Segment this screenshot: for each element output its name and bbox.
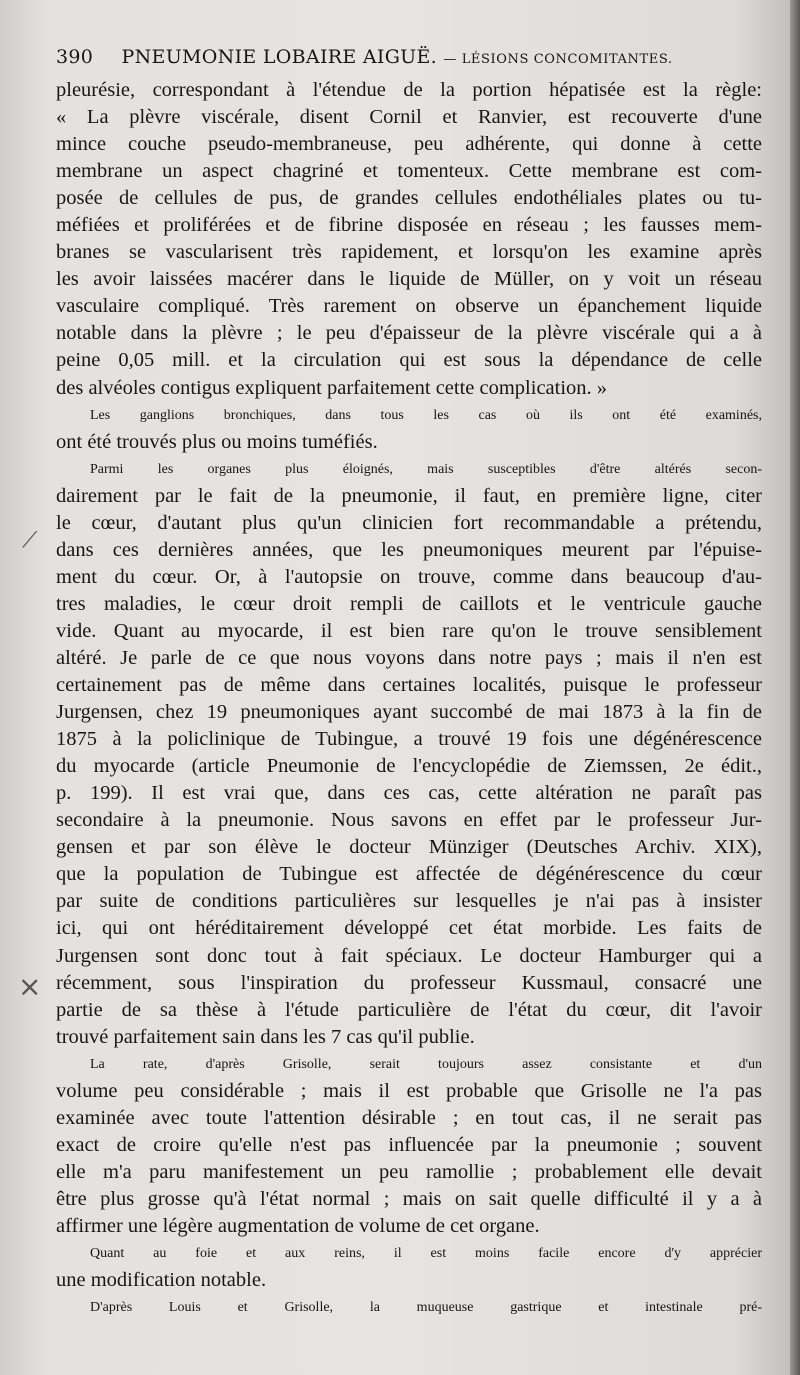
text-line: volume peu considérable ; mais il est probable que Grisolle ne l'a pas <box>56 1079 762 1102</box>
running-header <box>56 46 756 68</box>
text-line: que la population de Tubingue est affectée de dégénérescence du cœur <box>56 863 762 886</box>
text-line: des alvéoles contigus expliquent parfaitement cette complication. » <box>56 376 608 399</box>
margin-mark: ⟋ <box>22 528 38 553</box>
text-line: Les ganglions bronchiques, dans tous les cas où ils ont été examinés, <box>90 407 762 423</box>
text-line: vasculaire compliqué. Très rarement on observe un épanchement liquide <box>56 295 762 318</box>
header-section: — LÉSIONS CONCOMITANTES. <box>443 52 673 67</box>
text-line: gensen et par son élève le docteur Münziger (Deutsches Archiv. XIX), <box>56 836 762 859</box>
body-text <box>56 77 762 1321</box>
text-line: ment du cœur. Or, à l'autopsie on trouve, comme dans beaucoup d'au- <box>56 565 762 588</box>
text-line: notable dans la plèvre ; le peu d'épaisseur de la plèvre viscérale qui a à <box>56 322 762 345</box>
text-line: récemment, sous l'inspiration du professeur Kussmaul, consacré une <box>56 971 762 994</box>
text-line: pleurésie, correspondant à l'étendue de la portion hépatisée est la règle: <box>56 79 762 101</box>
text-line: elle m'a paru manifestement un peu ramollie ; probablement elle devait <box>56 1160 762 1183</box>
text-line: secondaire à la pneumonie. Nous savons en effet par le professeur Jur- <box>56 809 762 832</box>
text-line: ont été trouvés plus ou moins tuméfiés. <box>56 430 378 453</box>
text-line: du myocarde (article Pneumonie de l'encyclopédie de Ziemssen, 2e édit., <box>56 755 762 778</box>
text-line: une modification notable. <box>56 1269 267 1292</box>
text-line: être plus grosse qu'à l'état normal ; mais on sait quelle difficulté il y a à <box>56 1187 762 1210</box>
text-line: vide. Quant au myocarde, il est bien rare qu'on le trouve sensiblement <box>56 619 762 642</box>
text-line: membrane un aspect chagriné et tomenteux. Cette membrane est com- <box>56 160 762 183</box>
text-line: les avoir laissées macérer dans le liquide de Müller, on y voit un réseau <box>56 268 762 291</box>
text-line: exact de croire qu'elle n'est pas influencée par la pneumonie ; souvent <box>56 1133 762 1156</box>
text-line: par suite de conditions particulières sur lesquelles je n'ai pas à insister <box>56 890 762 913</box>
page-number: 390 <box>56 46 94 68</box>
text-line: p. 199). Il est vrai que, dans ces cas, cette altération ne paraît pas <box>56 782 762 805</box>
text-line: affirmer une légère augmentation de volume de cet organe. <box>56 1214 540 1237</box>
text-line: Quant au foie et aux reins, il est moins facile encore d'y apprécier <box>90 1246 762 1262</box>
text-line: Jurgensen, chez 19 pneumoniques ayant succombé de mai 1873 à la fin de <box>56 701 762 724</box>
text-line: La rate, d'après Grisolle, serait toujours assez consistante et d'un <box>90 1056 762 1072</box>
margin-mark: ⨯ <box>18 970 42 1003</box>
text-line: ici, qui ont héréditairement développé cet état morbide. Les faits de <box>56 917 762 940</box>
text-line: posée de cellules de pus, de grandes cellules endothéliales plates ou tu- <box>56 187 762 210</box>
text-line: le cœur, d'autant plus qu'un clinicien fort recommandable a prétendu, <box>56 511 762 534</box>
page-edge-shadow <box>790 0 800 1375</box>
text-line: méfiées et proliférées et de fibrine disposée en réseau ; les fausses mem- <box>56 214 762 237</box>
text-line: Parmi les organes plus éloignés, mais susceptibles d'être altérés secon- <box>90 461 762 477</box>
text-line: « La plèvre viscérale, disent Cornil et Ranvier, est recouverte d'une <box>56 106 762 129</box>
text-line: dairement par le fait de la pneumonie, il faut, en première ligne, citer <box>56 484 762 507</box>
text-line: examinée avec toute l'attention désirable ; en tout cas, il ne serait pas <box>56 1106 762 1129</box>
text-line: mince couche pseudo-membraneuse, peu adhérente, qui donne à cette <box>56 133 762 156</box>
text-line: altéré. Je parle de ce que nous voyons dans notre pays ; mais il n'en est <box>56 646 762 669</box>
text-line: Jurgensen sont donc tout à fait spéciaux. Le docteur Hamburger qui a <box>56 944 762 967</box>
text-line: branes se vascularisent très rapidement, et lorsqu'on les examine après <box>56 241 762 264</box>
text-line: partie de sa thèse à l'étude particulière de l'état du cœur, dit l'avoir <box>56 998 762 1021</box>
text-line: dans ces dernières années, que les pneumoniques meurent par l'épuise- <box>56 538 762 561</box>
text-line: D'après Louis et Grisolle, la muqueuse gastrique et intestinale pré- <box>90 1300 762 1316</box>
text-line: certainement pas de même dans certaines localités, puisque le professeur <box>56 674 762 697</box>
header-title: PNEUMONIE LOBAIRE AIGUË. <box>121 46 438 68</box>
text-line: 1875 à la policlinique de Tubingue, a trouvé 19 fois une dégénérescence <box>56 728 762 751</box>
text-line: peine 0,05 mill. et la circulation qui est sous la dépendance de celle <box>56 349 762 372</box>
text-line: tres maladies, le cœur droit rempli de caillots et le ventricule gauche <box>56 592 762 615</box>
text-line: trouvé parfaitement sain dans les 7 cas qu'il publie. <box>56 1025 475 1048</box>
